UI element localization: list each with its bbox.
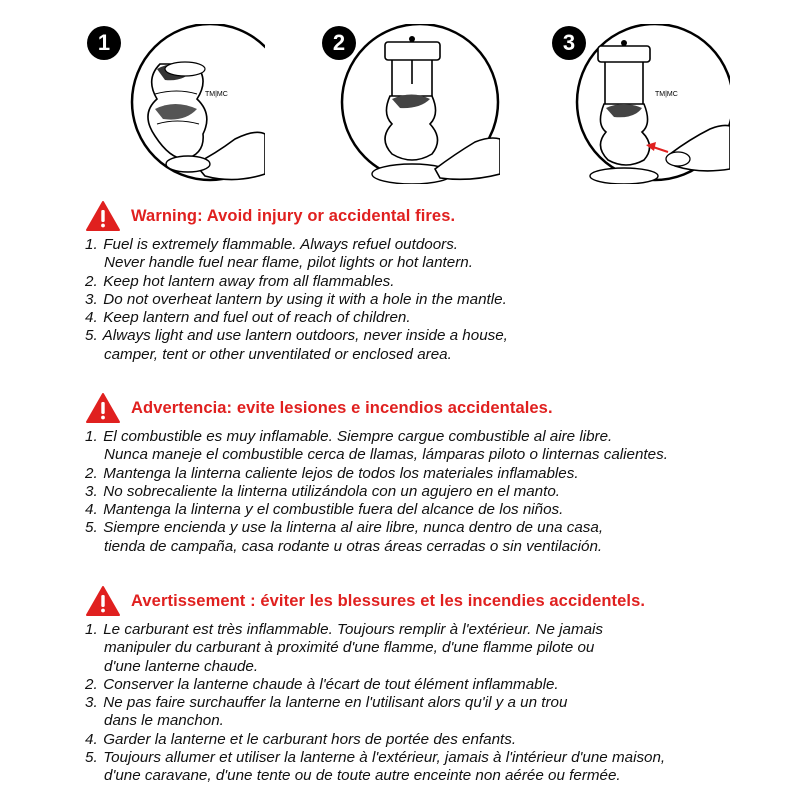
spanish-warning-section (85, 392, 785, 556)
list-item: 2. Mantenga la linterna caliente lejos de todos los materiales inflamables. (85, 464, 579, 482)
warning-heading (85, 200, 785, 232)
warning-heading-text: Advertencia: evite lesiones e incendios accidentales. (131, 398, 553, 417)
list-item: 4. Garder la lanterne et le carburant hors de portée des enfants. (85, 730, 517, 748)
warning-triangle-icon (85, 200, 121, 232)
list-item: 2. Conserver la lanterne chaude à l'écart de tout élément inflammable. (85, 675, 559, 693)
warning-list (85, 621, 785, 786)
svg-text:2: 2 (332, 30, 346, 55)
svg-text:1: 1 (97, 30, 111, 55)
warning-heading (85, 585, 785, 617)
lantern-icon (372, 36, 452, 184)
list-item: 1. Le carburant est très inflammable. Toujours remplir à l'extérieur. Ne jamais manipuler du carburant à proximité d'une flamme, d'une flamme pilote ou d'une lanterne chaude. (85, 621, 604, 675)
hand-icon (435, 138, 500, 179)
list-item: 2. Keep hot lantern away from all flammables. (85, 272, 395, 290)
hand-icon (666, 125, 730, 170)
list-item: 5. Always light and use lantern outdoors, never inside a house, camper, tent or other unventilated or enclosed area. (85, 327, 508, 363)
list-item: 4. Mantenga la linterna y el combustible fuera del alcance de los niños. (85, 501, 564, 519)
list-item: 3. Ne pas faire surchauffer la lanterne en l'utilisant alors qu'il y a un trou dans le manchon. (85, 694, 568, 730)
warning-triangle-icon (85, 585, 121, 617)
warning-heading-text: Warning: Avoid injury or accidental fires. (131, 206, 456, 225)
list-item: 3. Do not overheat lantern by using it with a hole in the mantle. (85, 290, 507, 308)
list-item: 4. Keep lantern and fuel out of reach of children. (85, 309, 411, 327)
mantle-icon (148, 62, 207, 159)
warning-heading (85, 392, 785, 424)
svg-text:TM|MC: TM|MC (205, 91, 228, 98)
svg-text:3: 3 (562, 30, 576, 55)
warning-list (85, 236, 785, 364)
step-1-illustration (85, 24, 265, 184)
step-3-illustration (550, 24, 730, 184)
list-item: 1. El combustible es muy inflamable. Siempre cargue combustible al aire libre. Nunca maneje el combustible cerca de llamas, lámparas piloto o linternas calientes. (85, 428, 668, 464)
list-item: 1. Fuel is extremely flammable. Always refuel outdoors. Never handle fuel near flame, pilot lights or hot lantern. (85, 236, 473, 272)
lantern-icon (590, 40, 658, 184)
warning-triangle-icon (85, 392, 121, 424)
warning-heading-text: Avertissement : éviter les blessures et les incendies accidentels. (131, 591, 646, 610)
list-item: 5. Siempre encienda y use la linterna al aire libre, nunca dentro de una casa, tienda de campaña, casa rodante u otras áreas cerradas o sin ventilación. (85, 519, 604, 555)
english-warning-section (85, 200, 785, 364)
step-number-badge (87, 26, 121, 60)
svg-text:TM|MC: TM|MC (655, 91, 678, 98)
list-item: 3. No sobrecaliente la linterna utilizándola con un agujero en el manto. (85, 482, 560, 500)
step-number-badge (552, 26, 586, 60)
french-warning-section (85, 585, 785, 786)
list-item: 5. Toujours allumer et utiliser la lanterne à l'extérieur, jamais à l'intérieur d'une maison, d'une caravane, d'une tente ou de toute autre enceinte non aérée ou fermée. (85, 749, 666, 785)
step-2-illustration (320, 24, 500, 184)
warning-list (85, 428, 785, 556)
step-number-badge (322, 26, 356, 60)
